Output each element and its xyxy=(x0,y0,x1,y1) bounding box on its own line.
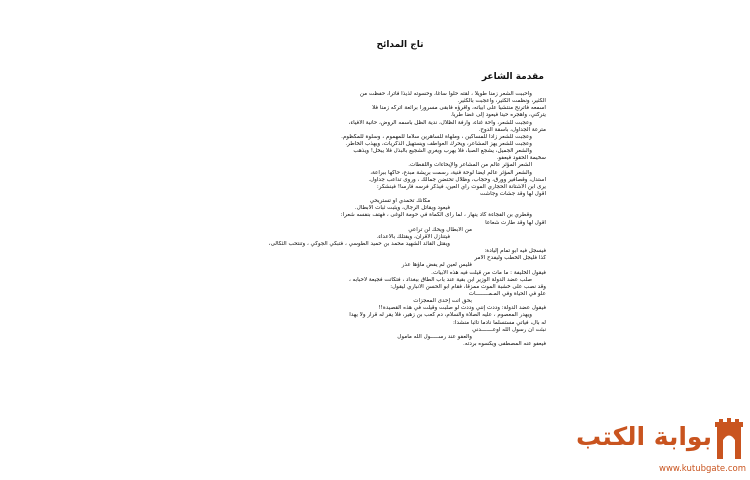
text-line: ويهدر المعصوم ، عليه الصلاة والسلام، دم كعب بن زهير، فلا يقر له قرار ولا يهدأ xyxy=(349,312,532,319)
watermark-title: بوابة الكتب xyxy=(575,422,712,451)
text-line: الشعر المؤثر عالم من المشاعر والإيحاءات واللقطات. xyxy=(408,162,532,169)
text-line: يرى ابن الأشتانة الحجاري الموت رأي العين، فيذكر فرسه فارسا! فينشكر: xyxy=(376,183,546,190)
text-line: فليس لعين لم يفض ماؤها عذر xyxy=(401,262,472,269)
text-line: الكثير، ونظمت الكثير، وأعجبت بالكثير. xyxy=(457,98,546,105)
body-text xyxy=(250,91,550,348)
text-line: بحق أنت إحدى المعجزات xyxy=(413,298,472,305)
text-line: مكانك تحمدي أو تستريحي xyxy=(369,198,431,205)
text-line: أسمعه فاترنح منتشيا على ابياته، واقرؤه فابقى مسرورا برائعة أتركه زمنا فلا xyxy=(372,105,546,112)
text-line: وقد نصب على خشبة الموت ممزقا، فقام أبو الحسن الأنباري ليقول: xyxy=(390,283,546,290)
section-heading: مقدمة الشاعر xyxy=(481,72,544,82)
text-line: فيعود ويقاتل الرجال، ويثبت ثبات الأبطال. xyxy=(354,205,450,212)
text-line: استدل، وقصافير وورق، وحجاب، وظلال تحتضن جمالك ، وروى تداعب جداول. xyxy=(368,176,546,183)
text-line: فيقول الخليفة : ما مات من قيلت فيه هذه الأبيات. xyxy=(431,269,546,276)
text-line: صلب عضد الدولة الوزير ابن بقية عند باب الطاق ببغداد ، فتكاتت فجيعة لأحبابه ، xyxy=(348,276,532,283)
text-line: علو في الحياة وفي المـمــــــــات xyxy=(468,290,546,297)
watermark-url: www.kutubgate.com xyxy=(659,464,746,474)
text-line: له بال، فيأتي مستسلما نادما تائبا منشدا: xyxy=(453,319,546,326)
text-line: وعجبت للشعر، واحة غناء، وارفة الظلال، ندية الظل باسمه الروض، حانية الأفياء، xyxy=(348,119,532,126)
gate-icon xyxy=(714,418,744,460)
text-line: أقول لها وقد طارت شعاعا xyxy=(485,219,546,226)
text-line: ويقتل القائد الشهيد محمد بن حميد الطوسي ، فتبكي الجوكي ، وتنتحب الثكالى، xyxy=(268,240,450,247)
text-line: وقطري بن الفجاءة كاد ينهار ، لما رأى الكماة في حومة الوغى ، فهتف بنفسه شعرا: xyxy=(340,212,532,219)
text-line: وعجبت للشعر يهز المشاعر، ويحرك العواطف ويستهيل الذكريات، ويهذب الخاطر. xyxy=(345,140,532,147)
text-line: فيسجل فيه أبو تمام إليادة: xyxy=(484,248,546,255)
text-line: وأحببت الشعر زمنا طويلا ، لقته حلوا ساغا، وحسوته لذيذا فاترا، حفظت من xyxy=(359,91,532,97)
text-line: مترعة الجداول، باسقة الدوح. xyxy=(478,126,546,133)
text-line: يتركني، وأهجره حينا فيعود إلى غضا طريا. xyxy=(450,112,546,119)
text-line: سخيمة الحقود فيعفو. xyxy=(496,155,546,162)
text-line: وعجبت للشعر زادا للمساكين ، وملهاة للساهرين سلاما للمهموم ، وسلوة للمكظوم. xyxy=(341,133,532,140)
text-line: أقول لها وقد جشأت وجاشت xyxy=(479,190,546,197)
text-line: نبئت أن رسول الله أوعـــــــدني xyxy=(472,326,546,333)
text-line: فيقول عضد الدولة: وددت إنني وددت لو صلبت وقيلت في هذه القصيدة!! xyxy=(378,305,546,312)
text-line: والشعر المؤثر عالم أيضا لوحة فنية، رسمت بريشة مبدع، حاكها ببراعة، xyxy=(370,169,532,176)
text-line: فيتنازل الأقران، ويقتلك بالأعداء. xyxy=(376,233,450,240)
page-title: تاج المدائح xyxy=(376,40,424,50)
text-line: فيعفو عنه المصطفى ويكسوه بردته. xyxy=(463,340,546,347)
text-line: والشعر الجميل، يشجع الصبا، فلا يهرب ويغري الشجيع بالبذل فلا يبخل! ويذهب xyxy=(353,148,532,155)
text-line: من الأبطال ويحك لن تراعي xyxy=(408,226,472,233)
text-line: والعفو عند رســـــول الله مأمول xyxy=(397,333,472,340)
text-line: كذا فليجل الخطب وليفدح الأمر xyxy=(474,255,546,262)
document-page xyxy=(250,0,550,480)
watermark-logo xyxy=(575,418,750,480)
